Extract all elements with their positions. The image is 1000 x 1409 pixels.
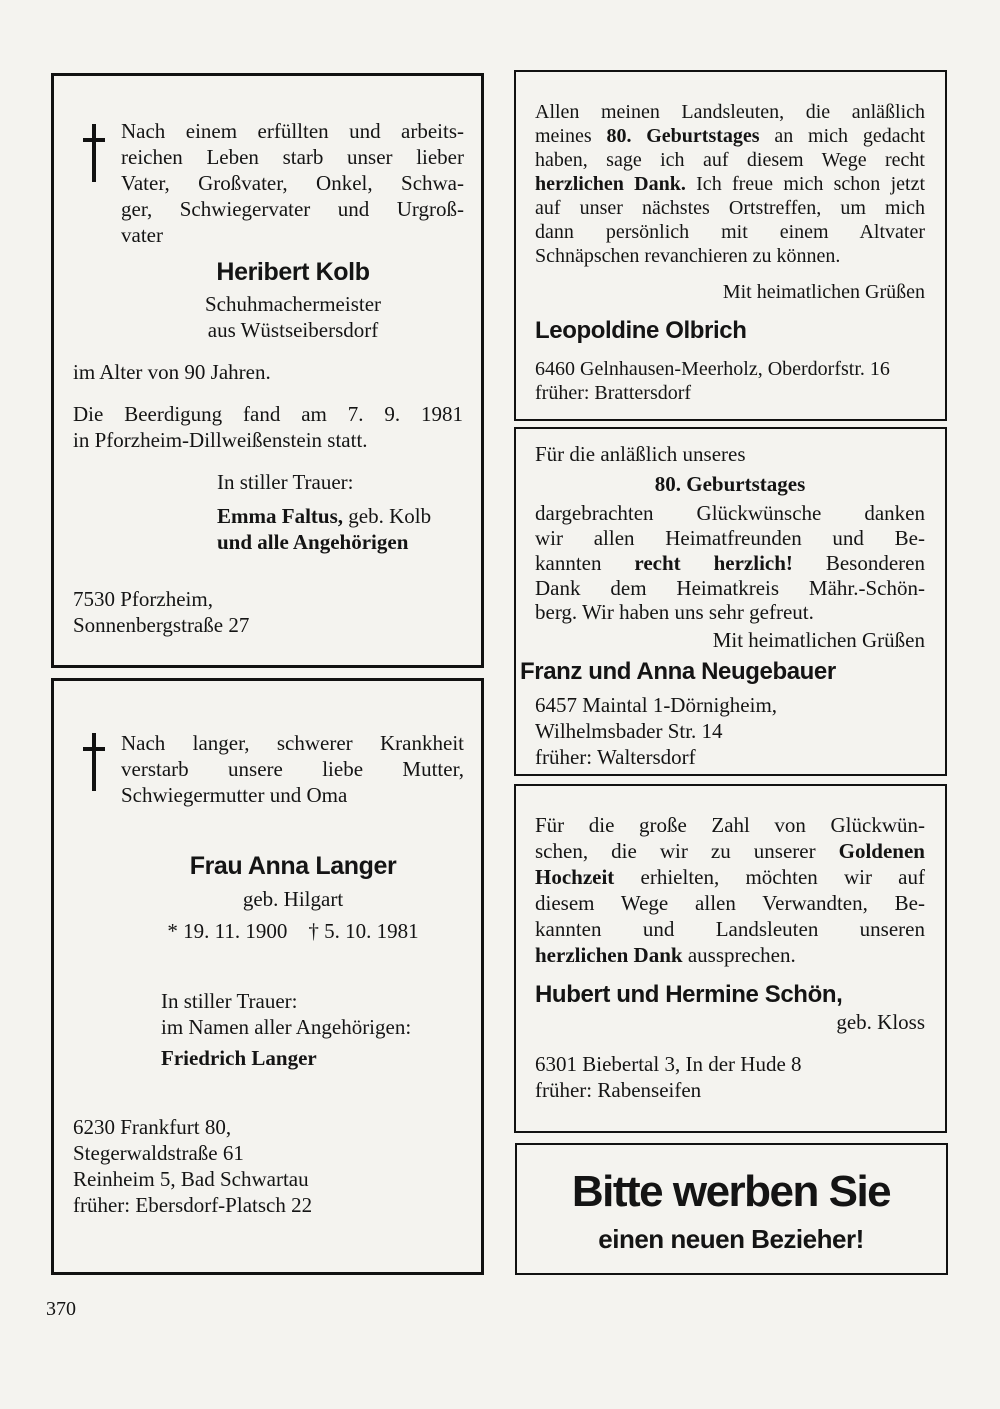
mourning-label: im Namen aller Angehörigen: [161, 1015, 412, 1039]
address-line: früher: Waltersdorf [535, 745, 696, 769]
maiden-name: geb. Hilgart [242, 887, 344, 911]
intro-line: ger, Schwiegervater und Urgroß- [121, 197, 464, 221]
body-line: herzlichen Dank. Ich freue mich schon jetzt [535, 173, 926, 195]
thanks-leopoldine-olbrich [514, 70, 947, 421]
obituary-heribert-kolb [51, 73, 484, 668]
intro-line: vater [121, 223, 163, 247]
subscriber-ad [515, 1143, 948, 1275]
intro-line: Nach langer, schwerer Krankheit [121, 731, 464, 755]
address-line: Sonnenbergstraße 27 [73, 613, 250, 637]
maiden-name: geb. Kloss [836, 1010, 925, 1034]
sender-name: Leopoldine Olbrich [535, 317, 747, 344]
body-line: kannten recht herzlich! Besonderen [535, 551, 925, 575]
body-line: herzlichen Dank aussprechen. [535, 943, 796, 967]
birthday-line: 80. Geburtstages [654, 472, 806, 496]
address-line: Wilhelmsbader Str. 14 [535, 719, 723, 743]
address-line: früher: Brattersdorf [535, 382, 692, 404]
ad-headline: Bitte werben Sie [571, 1167, 891, 1216]
address-line: 7530 Pforzheim, [73, 587, 213, 611]
ad-subline: einen neuen Bezieher! [598, 1224, 864, 1254]
address-line: früher: Ebersdorf-Platsch 22 [73, 1193, 313, 1217]
deceased-name: Frau Anna Langer [189, 852, 397, 880]
body-line: dargebrachten Glückwünsche danken [535, 501, 925, 525]
address-line: Reinheim 5, Bad Schwartau [73, 1167, 309, 1191]
intro-line: verstarb unsere liebe Mutter, [121, 757, 464, 781]
page-number: 370 [46, 1298, 76, 1320]
intro-line: Nach einem erfüllten und arbeits- [121, 119, 464, 143]
body-line: kannten und Landsleuten unseren [535, 917, 925, 941]
address-line: Stegerwaldstraße 61 [73, 1141, 244, 1165]
body-line: dann persönlich mit einem Altvater [535, 221, 925, 243]
obituary-anna-langer [51, 678, 484, 1275]
intro-line: Schwiegermutter und Oma [121, 783, 348, 807]
body-line: meines 80. Geburtstages an mich gedacht [535, 125, 926, 147]
body-line: Dank dem Heimatkreis Mähr.-Schön- [535, 576, 925, 600]
signer-relatives: und alle Angehörigen [217, 530, 409, 554]
address-line: 6230 Frankfurt 80, [73, 1115, 232, 1139]
thanks-schoen [514, 784, 947, 1133]
mourning-label: In stiller Trauer: [217, 470, 354, 494]
signer: Friedrich Langer [161, 1046, 317, 1070]
body-line: Hochzeit erhielten, möchten wir auf [535, 865, 925, 889]
body-line: Allen meinen Landsleuten, die anläßlich [535, 101, 925, 123]
funeral-line: in Pforzheim-Dillweißenstein statt. [73, 428, 368, 452]
body-line: wir allen Heimatfreunden und Be- [535, 526, 925, 550]
body-line: Für die anläßlich unseres [535, 442, 746, 466]
body-line: berg. Wir haben uns sehr gefreut. [535, 600, 814, 624]
body-line: diesem Wege allen Verwandten, Be- [535, 891, 925, 915]
body-line: auf unser nächstes Ortstreffen, um mich [535, 197, 925, 219]
body-line: Schnäpschen revanchieren zu können. [535, 245, 841, 267]
signer: Emma Faltus, geb. Kolb [217, 504, 432, 528]
mourning-label: In stiller Trauer: [161, 989, 298, 1013]
life-dates: * 19. 11. 1900 † 5. 10. 1981 [167, 919, 419, 943]
address-line: 6460 Gelnhausen-Meerholz, Oberdorfstr. 16 [535, 358, 890, 380]
intro-line: Vater, Großvater, Onkel, Schwa- [121, 171, 464, 195]
body-line: schen, die wir zu unserer Goldenen [535, 839, 925, 863]
profession: Schuhmachermeister [204, 292, 382, 316]
intro-line: reichen Leben starb unser lieber [121, 145, 464, 169]
body-line: Für die große Zahl von Glückwün- [535, 813, 925, 837]
funeral-line: Die Beerdigung fand am 7. 9. 1981 [73, 402, 463, 426]
greeting: Mit heimatlichen Grüßen [722, 281, 925, 303]
age-line: im Alter von 90 Jahren. [73, 360, 271, 384]
sender-name: Hubert und Hermine Schön, [535, 981, 843, 1008]
sender-name: Franz und Anna Neugebauer [520, 658, 836, 685]
greeting: Mit heimatlichen Grüßen [712, 628, 925, 652]
deceased-name: Heribert Kolb [216, 258, 370, 286]
body-line: haben, sage ich auf diesem Wege recht [535, 149, 925, 171]
address-line: 6301 Biebertal 3, In der Hude 8 [535, 1052, 802, 1076]
address-line: 6457 Maintal 1-Dörnigheim, [535, 693, 778, 717]
address-line: früher: Rabenseifen [535, 1078, 702, 1102]
origin: aus Wüstseibersdorf [207, 318, 379, 342]
thanks-neugebauer [514, 427, 947, 776]
